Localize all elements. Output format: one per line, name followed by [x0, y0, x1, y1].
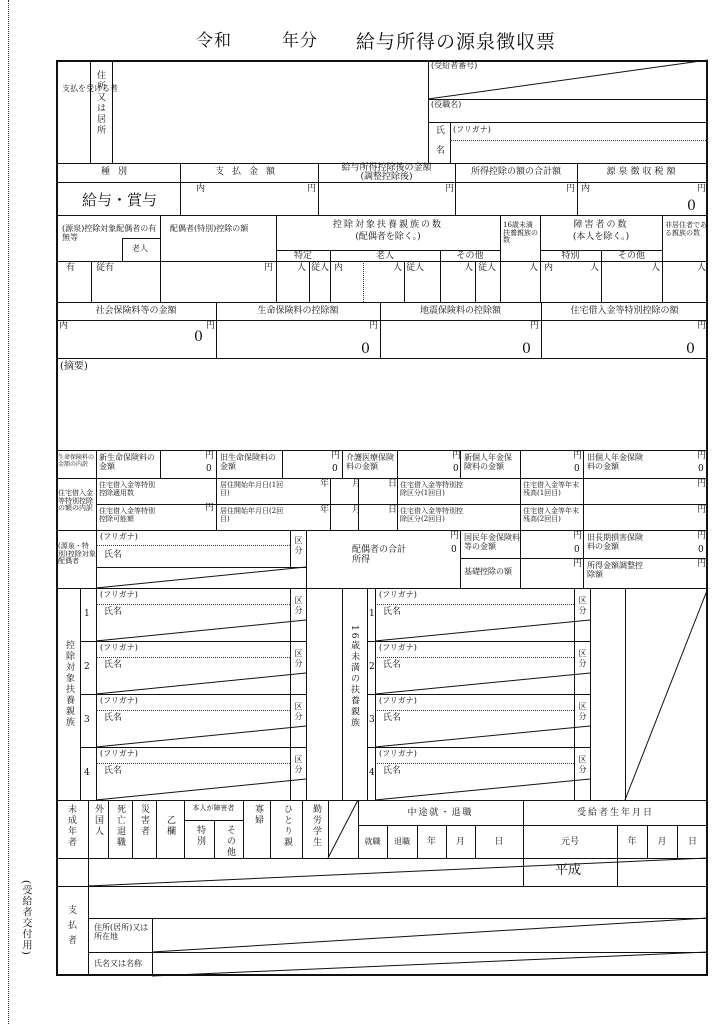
col-total-deductions: 所得控除の額の合計額 [470, 167, 561, 177]
social-uchi: 内 [59, 321, 69, 331]
housing-deduction-label: 住宅借入金等特別控除の額 [570, 306, 679, 316]
midterm-day: 日 [494, 837, 504, 847]
right-row-2-kubun: 区分 [578, 649, 587, 669]
footer-col-death: 死亡退職 [115, 804, 125, 848]
old-fire-yen: 円 [697, 531, 707, 541]
document-title: 給与所得の源泉徴収票 [356, 31, 557, 53]
special-label: 特別 [561, 251, 580, 261]
start1-month: 月 [352, 479, 362, 489]
left-row-4-num: 4 [84, 768, 90, 778]
right-row-4-kubun: 区分 [578, 755, 587, 775]
paid-uchi: 内 [196, 184, 206, 194]
footer-col-otsu: 乙欄 [165, 815, 175, 837]
recipient-number-label: (受給者番号) [431, 61, 478, 70]
life-insurance-label: 生命保険料の控除額 [257, 306, 339, 316]
paid-yen: 円 [307, 184, 317, 194]
payer-address-label: 住所(居所)又は所在地 [94, 923, 149, 941]
spouse-kubun: 区分 [294, 536, 303, 556]
spouse-name-label: 氏名 [104, 550, 123, 560]
social-value: 0 [194, 329, 203, 345]
specific-person: 人 [297, 263, 307, 273]
left-row-1-num: 1 [84, 609, 90, 619]
era-gengo-label: 元号 [560, 837, 579, 847]
care-yen: 円 [452, 451, 462, 461]
pension-ins-label: 国民年金保険料等の金額 [464, 533, 520, 551]
nonresident-label: 非居住者である親族の数 [665, 221, 707, 237]
kubun2-label: 住宅借入金等特別控除区分(2回目) [400, 507, 463, 523]
balance1-label: 住宅借入金等年末残高(1回目) [523, 481, 579, 497]
left-row-2-furigana: (フリガナ) [100, 643, 138, 652]
disabled-sub: (本人を除く。) [572, 232, 630, 242]
start2-day: 日 [388, 505, 398, 515]
col-paid: 支払金額 [214, 167, 283, 177]
old-pension-yen: 円 [697, 451, 707, 461]
balance1-yen: 円 [697, 479, 707, 489]
spouse-yes: 有 [66, 263, 76, 273]
name-label: 氏 [436, 126, 446, 136]
left-row-3-kubun: 区分 [294, 702, 303, 722]
pension-ins-value: 0 [574, 545, 580, 555]
footer-col-other: その他 [225, 825, 235, 858]
footer-col-special: 特別 [195, 825, 205, 847]
care-label: 介護医療保険料の金額 [346, 453, 394, 471]
spouse-label: (源泉・特別)控除対象配偶者 [58, 542, 96, 566]
footer-col-disaster: 災害者 [139, 804, 149, 837]
balance2-yen: 円 [697, 505, 707, 515]
right-row-2-furigana: (フリガナ) [379, 643, 417, 652]
right-row-3-num: 3 [369, 715, 375, 725]
new-pension-value: 0 [574, 464, 580, 474]
spouse-deduction-yen: 円 [264, 263, 274, 273]
earthquake-value: 0 [522, 341, 531, 357]
elder-label: 老人 [132, 244, 148, 253]
right-row-2-name: 氏名 [383, 660, 402, 670]
adjust-label: 所得金額調整控除額 [587, 561, 643, 579]
special-person: 人 [590, 263, 600, 273]
col-withholding: 源泉徴収税額 [606, 167, 679, 177]
left-row-1-kubun: 区分 [294, 596, 303, 616]
housing-breakdown-label: 住宅借入金等特別控除の額の内訳 [58, 489, 93, 513]
other-follower: 従人 [478, 263, 497, 273]
name-label-2: 名 [436, 146, 446, 156]
right-row-4-num: 4 [369, 768, 375, 778]
col-after-deduction: 給与所得控除後の金額 [341, 163, 432, 173]
basic-deduction-label: 基礎控除の額 [464, 567, 512, 576]
new-pension-label: 新個人年金保険料の金額 [464, 453, 512, 471]
left-row-4-name: 氏名 [104, 766, 123, 776]
start2-label: 居住開始年月日(2回目) [220, 507, 284, 523]
housing-yen: 円 [697, 321, 707, 331]
footer-col-student: 勤労学生 [311, 804, 321, 848]
withholding-value: 0 [687, 198, 696, 214]
right-row-1-kubun: 区分 [578, 596, 587, 616]
recipient-copy-label: (受給者交付用) [20, 880, 31, 956]
payer-label: 支払者 [66, 905, 76, 950]
old-life-yen: 円 [331, 451, 341, 461]
life-breakdown-label: 生命保険料の金額の内訳 [58, 454, 95, 468]
earthquake-insurance-label: 地震保険料の控除額 [419, 306, 501, 316]
left-row-1-name: 氏名 [104, 607, 123, 617]
after-yen: 円 [445, 184, 455, 194]
payee-furigana: (フリガナ) [453, 125, 491, 134]
dependents-left-label: 控除対象扶養親族 [64, 640, 74, 728]
old-pension-value: 0 [698, 464, 704, 474]
footer-col-minor: 未成年者 [66, 804, 76, 848]
right-row-4-furigana: (フリガナ) [379, 749, 417, 758]
left-row-2-name: 氏名 [104, 660, 123, 670]
new-life-value: 0 [206, 464, 212, 474]
kubun1-label: 住宅借入金等特別控除区分(1回目) [400, 481, 463, 497]
old-pension-label: 旧個人年金保険料の金額 [587, 453, 643, 471]
old-life-value: 0 [332, 464, 338, 474]
birth-year: 年 [627, 837, 637, 847]
other2-person: 人 [651, 263, 661, 273]
right-row-1-furigana: (フリガナ) [379, 590, 417, 599]
start1-label: 居住開始年月日(1回目) [220, 481, 284, 497]
start1-day: 日 [388, 479, 398, 489]
birth-month: 月 [657, 837, 667, 847]
payee-label: 支払を受ける者 [62, 84, 118, 93]
special-uchi: 内 [544, 263, 554, 273]
spouse-deduction-label: 配偶者(特別)控除の額 [170, 224, 249, 233]
right-row-3-name: 氏名 [383, 713, 402, 723]
right-row-3-furigana: (フリガナ) [379, 696, 417, 705]
elder-person: 人 [393, 263, 403, 273]
earthquake-yen: 円 [530, 321, 540, 331]
address-label: 住所又は居所 [95, 70, 105, 136]
new-life-label: 新生命保険料の金額 [99, 453, 155, 471]
payer-name-label: 氏名又は名称 [94, 959, 142, 968]
old-fire-label: 旧長期損害保険料の金額 [587, 533, 643, 551]
specific-label: 特定 [293, 251, 312, 261]
spouse-existence-label: (源泉)控除対象配偶者の有無等 [62, 224, 157, 242]
care-value: 0 [453, 464, 459, 474]
left-row-3-num: 3 [84, 715, 90, 725]
year-label: 年分 [282, 31, 318, 51]
housing-possible-label: 住宅借入金等特別控除可能額 [99, 507, 155, 523]
income-type-value: 給与・賞与 [82, 191, 158, 209]
old-life-label: 旧生命保険料の金額 [220, 453, 276, 471]
under16-label: 16歳未満扶養親族の数 [503, 221, 538, 245]
new-pension-yen: 円 [573, 451, 583, 461]
specific-follower: 従人 [311, 263, 330, 273]
start1-year: 年 [320, 479, 330, 489]
left-row-4-furigana: (フリガナ) [100, 749, 138, 758]
midterm-month: 月 [455, 837, 465, 847]
spouse-income-value: 0 [451, 545, 457, 555]
right-row-3-kubun: 区分 [578, 702, 587, 722]
right-row-1-name: 氏名 [383, 607, 402, 617]
basic-yen: 円 [573, 559, 583, 569]
footer-col-foreigner: 外国人 [93, 804, 103, 837]
remarks-label: (摘要) [60, 361, 88, 372]
withholding-yen: 円 [697, 184, 707, 194]
left-row-3-name: 氏名 [104, 713, 123, 723]
col-after-deduction-sub: (調整控除後) [360, 172, 413, 182]
elder-follower: 従人 [406, 263, 425, 273]
balance2-label: 住宅借入金等年末残高(2回目) [523, 507, 579, 523]
other-label: その他 [456, 251, 484, 261]
social-insurance-label: 社会保険料等の金額 [95, 306, 177, 316]
left-row-4-kubun: 区分 [294, 755, 303, 775]
deductions-yen: 円 [566, 184, 576, 194]
other-person: 人 [464, 263, 474, 273]
disabled-self-label: 本人が障害者 [192, 804, 235, 812]
footer-col-single-parent: ひとり親 [282, 804, 292, 848]
birth-day: 日 [687, 837, 697, 847]
under16-person: 人 [529, 263, 539, 273]
left-row-2-num: 2 [84, 662, 90, 672]
adjust-yen: 円 [697, 559, 707, 569]
pension-ins-yen: 円 [573, 531, 583, 541]
elder2-label: 老人 [375, 251, 394, 261]
left-row-3-furigana: (フリガナ) [100, 696, 138, 705]
start2-month: 月 [352, 505, 362, 515]
spouse-income-yen: 円 [450, 531, 460, 541]
elder-uchi: 内 [334, 263, 344, 273]
right-row-2-num: 2 [369, 662, 375, 672]
right-row-4-name: 氏名 [383, 766, 402, 776]
spouse-income-label: 配偶者の合計所得 [352, 545, 407, 565]
disabled-label: 障害者の数 [573, 220, 629, 230]
other2-label: その他 [617, 251, 645, 261]
dependent-count-sub: (配偶者を除く。) [355, 232, 421, 242]
dependent-count-label: 控除対象扶養親族の数 [332, 220, 443, 230]
life-value: 0 [361, 341, 370, 357]
life-yen: 円 [369, 321, 379, 331]
withholding-uchi: 内 [581, 184, 591, 194]
housing-possible-yen: 円 [205, 503, 215, 513]
col-type: 種別 [100, 167, 135, 177]
start2-year: 年 [320, 505, 330, 515]
housing-value: 0 [686, 341, 695, 357]
old-fire-value: 0 [698, 545, 704, 555]
spouse-furigana: (フリガナ) [100, 532, 138, 541]
nonresident-person: 人 [697, 263, 707, 273]
footer-col-widow: 寡婦 [253, 804, 263, 826]
dependents-right-label: 16歳未満の扶養親族 [349, 625, 359, 729]
left-row-2-kubun: 区分 [294, 649, 303, 669]
era-label: 令和 [196, 31, 232, 51]
right-row-1-num: 1 [369, 609, 375, 619]
birth-era-value: 平成 [555, 863, 582, 878]
position-label: (役職名) [431, 100, 462, 109]
housing-applicable-label: 住宅借入金等特別控除適用数 [99, 481, 155, 497]
social-yen: 円 [206, 321, 216, 331]
dependent-flag: 従有 [96, 263, 115, 273]
midterm-label: 中途就・退職 [407, 808, 474, 818]
new-life-yen: 円 [205, 451, 215, 461]
retire-label: 退職 [394, 837, 410, 846]
left-row-1-furigana: (フリガナ) [100, 590, 138, 599]
midterm-year: 年 [426, 837, 436, 847]
birth-label: 受給者生年月日 [576, 808, 654, 818]
hire-label: 就職 [364, 837, 381, 846]
